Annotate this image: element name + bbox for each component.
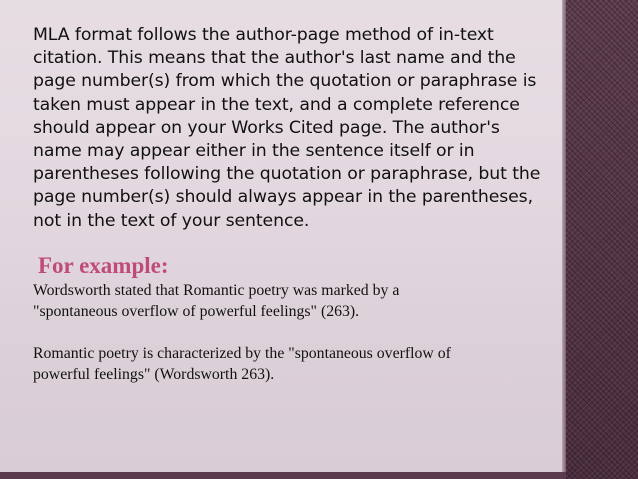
example-sentence-2: Romantic poetry is characterized by the "spontaneous overflow of powerful feelings" (Wordsworth 263). — [33, 344, 451, 383]
example-heading: For example: — [38, 252, 169, 278]
bottom-border — [0, 472, 566, 479]
mla-explanation-paragraph: MLA format follows the author-page method of in-text citation. This means that the author's last name and the page number(s) from which the quotation or paraphrase is taken must appear in the text, and a complete reference should appear on your Works Cited page. The author's name may appear either in the sentence itself or in parentheses following the quotation or paraphrase, but the page number(s) should always appear in the parentheses, not in the text of your sentence. — [33, 25, 541, 231]
decorative-sidebar — [566, 0, 638, 479]
example-sentence-1: Wordsworth stated that Romantic poetry was marked by a "spontaneous overflow of powerful feelings" (263). — [33, 281, 400, 320]
slide-content — [33, 24, 553, 385]
